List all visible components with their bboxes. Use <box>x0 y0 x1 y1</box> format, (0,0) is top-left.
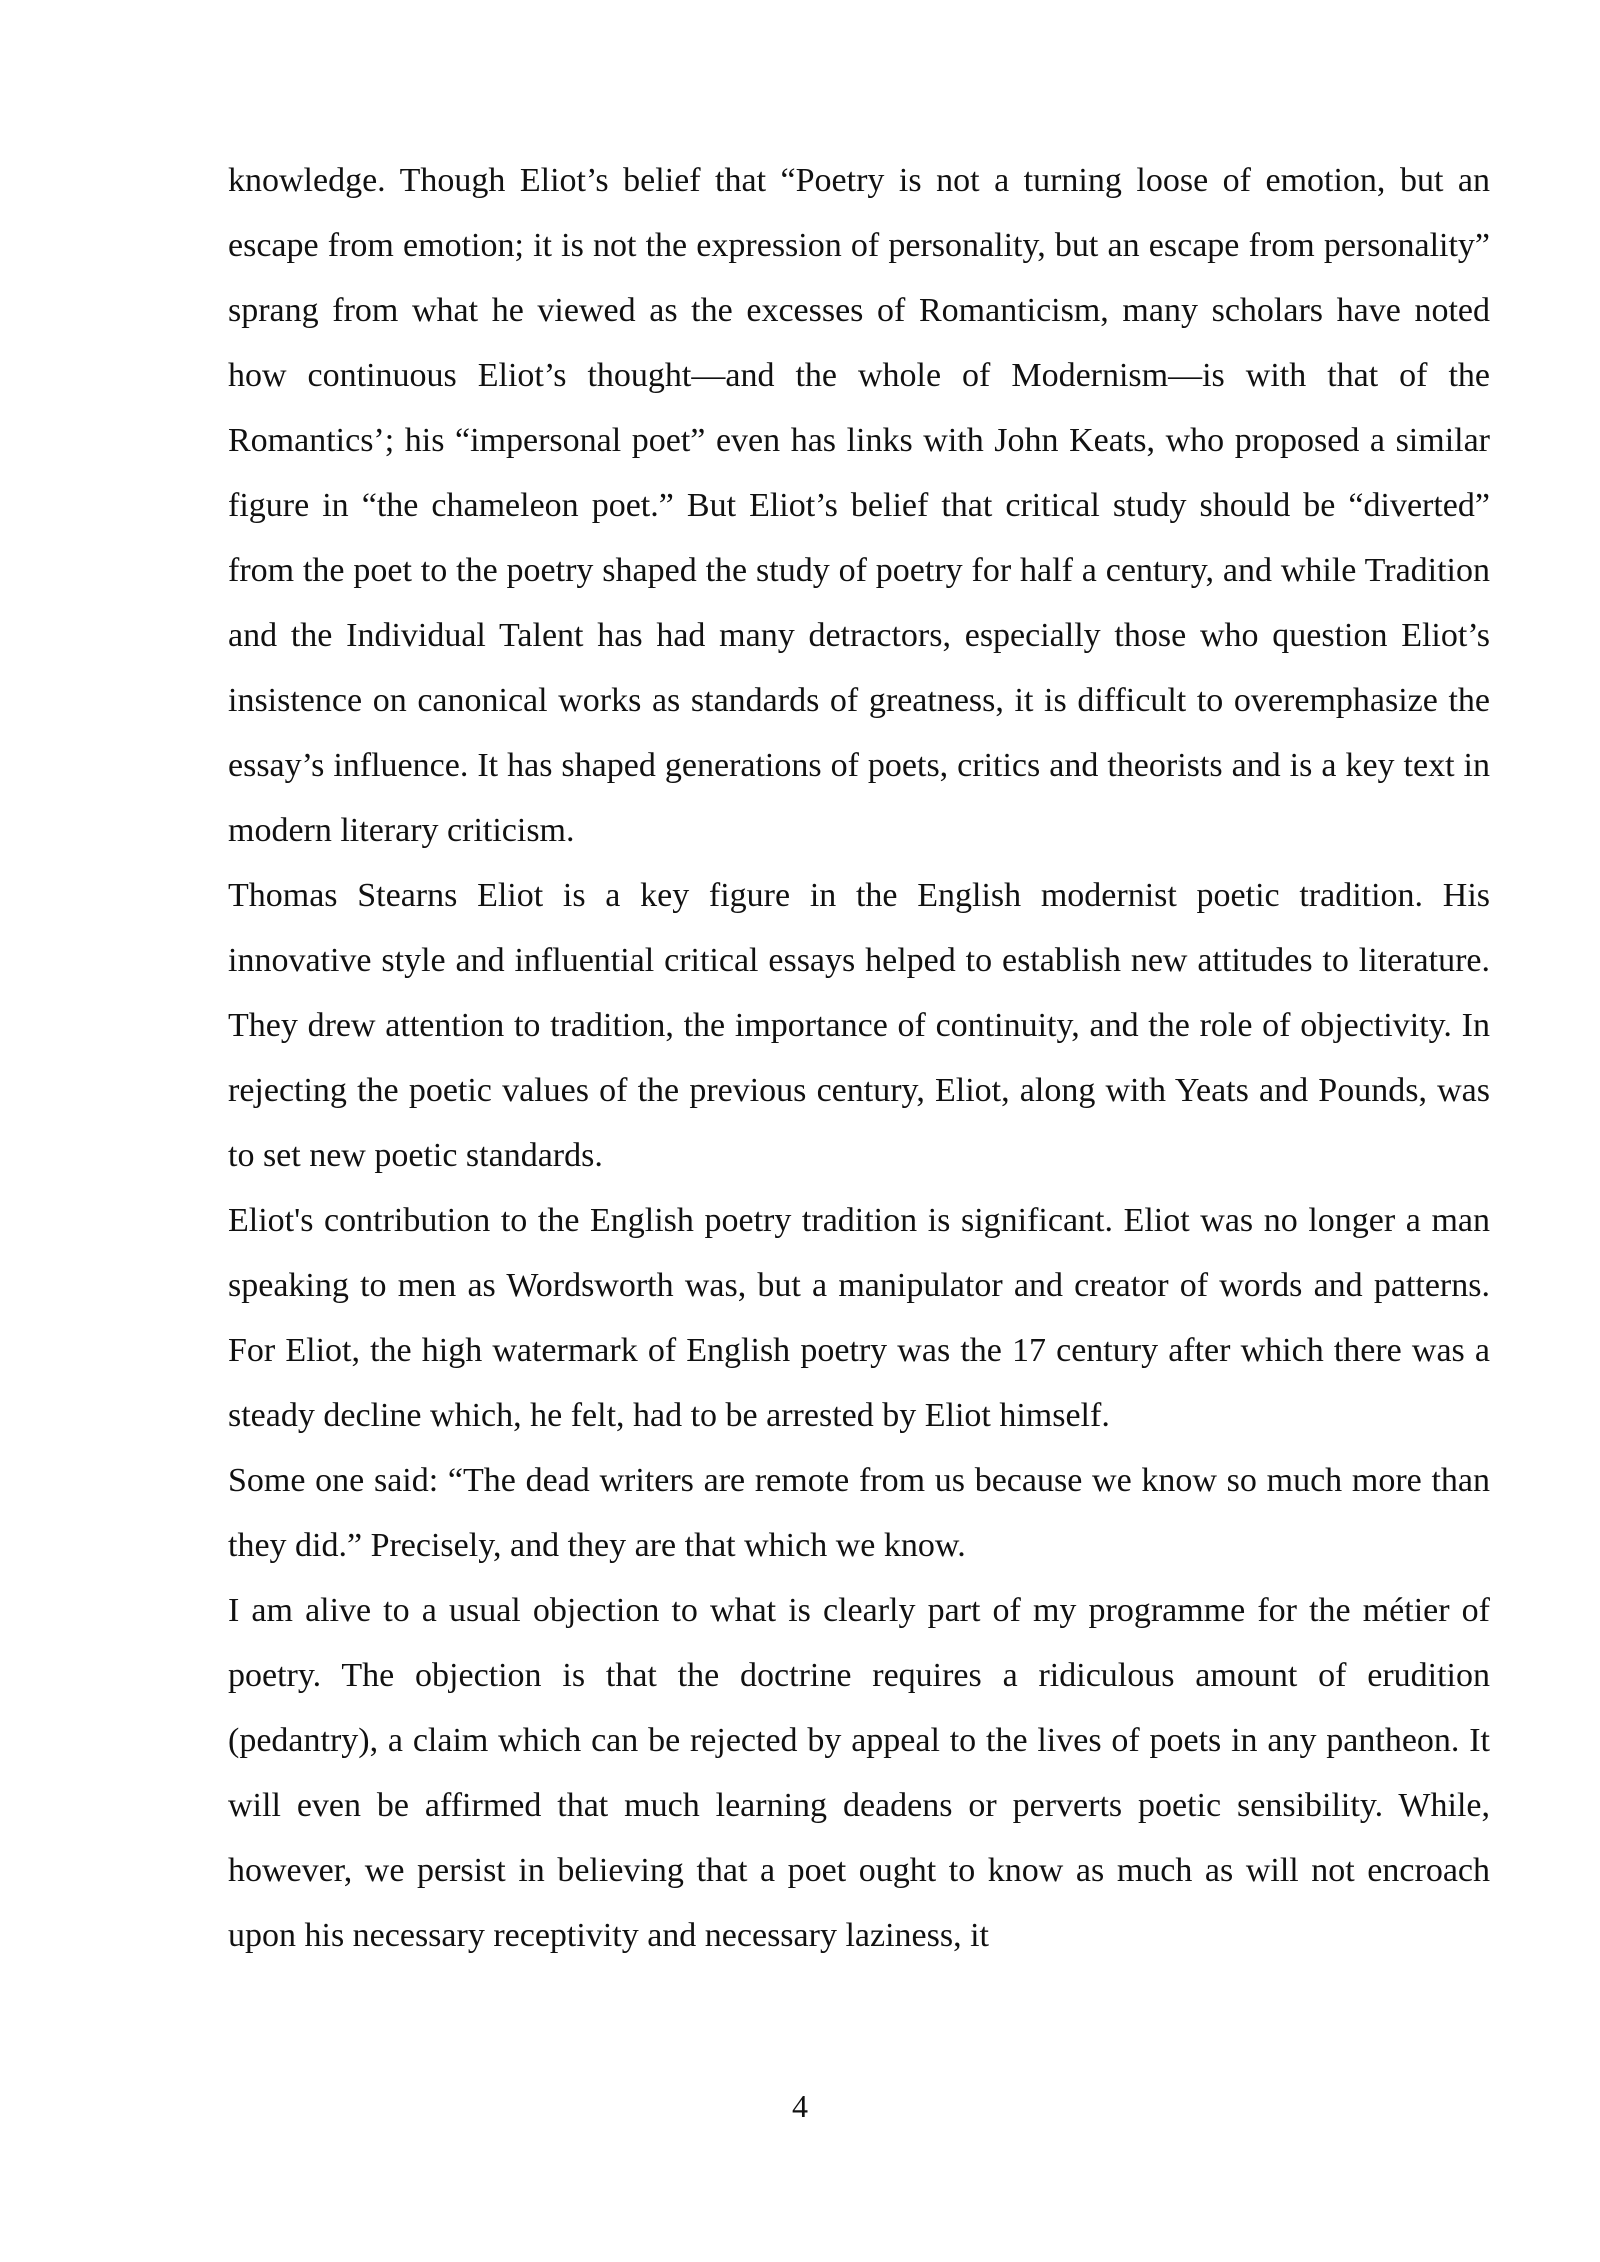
paragraph-1: knowledge. Though Eliot’s belief that “Poetry is not a turning loose of emotion, but an escape from emotion; it is not the expression of personality, but an escape from personality” sprang from what he viewed as the excesses of Romanticism, many scholars have noted how continuous Eliot’s thought—and the whole of Modernism—is with that of the Romantics’; his “impersonal poet” even has links with John Keats, who proposed a similar figure in “the chameleon poet.” But Eliot’s belief that critical study should be “diverted” from the poet to the poetry shaped the study of poetry for half a century, and while Tradition and the Individual Talent has had many detractors, especially those who question Eliot’s insistence on canonical works as standards of greatness, it is difficult to overemphasize the essay’s influence. It has shaped generations of poets, critics and theorists and is a key text in modern literary criticism. <box>228 162 1490 849</box>
paragraph-5: I am alive to a usual objection to what is clearly part of my programme for the métier of poetry. The objection is that the doctrine requires a ridiculous amount of erudition (pedantry), a claim which can be rejected by appeal to the lives of poets in any pantheon. It will even be affirmed that much learning deadens or perverts poetic sensibility. While, however, we persist in believing that a poet ought to know as much as will not encroach upon his necessary receptivity and necessary laziness, it <box>228 1592 1490 1954</box>
paragraph-4: Some one said: “The dead writers are remote from us because we know so much more than they did.” Precisely, and they are that which we know. <box>228 1462 1490 1564</box>
page-number: 4 <box>792 2088 808 2124</box>
body-text <box>228 148 1490 1968</box>
paragraph-2: Thomas Stearns Eliot is a key figure in the English modernist poetic tradition. His innovative style and influential critical essays helped to establish new attitudes to literature. They drew attention to tradition, the importance of continuity, and the role of objectivity. In rejecting the poetic values of the previous century, Eliot, along with Yeats and Pounds, was to set new poetic standards. <box>228 877 1490 1174</box>
paragraph-3: Eliot's contribution to the English poetry tradition is significant. Eliot was no longer a man speaking to men as Wordsworth was, but a manipulator and creator of words and patterns. For Eliot, the high watermark of English poetry was the 17 century after which there was a steady decline which, he felt, had to be arrested by Eliot himself. <box>228 1202 1490 1434</box>
